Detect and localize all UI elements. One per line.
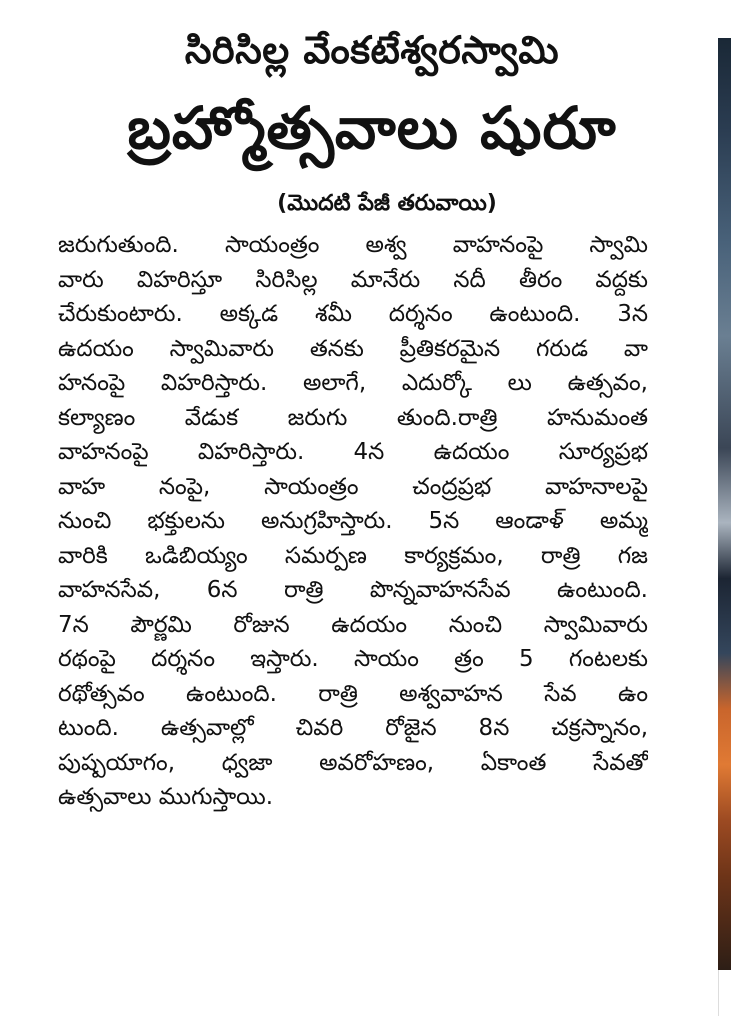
body-line: హనంపై విహరిస్తారు. అలాగే, ఎదుర్కో లు ఉత్సవం, — [58, 370, 648, 396]
adjacent-column-edge — [718, 970, 731, 1016]
article-subheadline: సిరిసిల్ల వేంకటేశ్వరస్వామి — [184, 28, 560, 72]
body-line: నుంచి భక్తులను అనుగ్రహిస్తారు. 5న ఆండాళ్ అమ్మ — [58, 508, 648, 534]
adjacent-photo-strip — [718, 38, 731, 970]
body-line: ఉదయం స్వామివారు తనకు ప్రీతికరమైన గరుడ వా — [58, 335, 648, 362]
article — [42, 20, 702, 815]
body-line: వారికి ఒడిబియ్యం సమర్పణ కార్యక్రమం, రాత్రి గజ — [58, 542, 648, 569]
body-line: రథోత్సవం ఉంటుంది. రాత్రి అశ్వవాహన సేవ ఉం — [58, 680, 648, 707]
body-line: 7న పౌర్ణమి రోజున ఉదయం నుంచి స్వామివారు — [58, 611, 648, 638]
article-headline: బ్రహ్మోత్సవాలు షురూ — [127, 94, 617, 162]
body-line: టుంది. ఉత్సవాల్లో చివరి రోజైన 8న చక్రస్నానం, — [58, 715, 648, 741]
body-line: వాహ నంపై, సాయంత్రం చంద్రప్రభ వాహనాలపై — [58, 473, 648, 500]
body-line: చేరుకుంటారు. అక్కడ శమీ దర్శనం ఉంటుంది. 3న — [58, 301, 648, 327]
continuation-note: (మొదటి పేజీ తరువాయి) — [277, 191, 497, 216]
body-line: వారు విహరిస్తూ సిరిసిల్ల మానేరు నదీ తీరం వద్దకు — [58, 266, 648, 293]
body-line: వాహనంపై విహరిస్తారు. 4న ఉదయం సూర్యప్రభ — [58, 439, 648, 465]
body-line: రథంపై దర్శనం ఇస్తారు. సాయం త్రం 5 గంటలకు — [58, 646, 648, 672]
article-body — [42, 228, 702, 815]
body-line: ఉత్సవాలు ముగుస్తాయి. — [58, 784, 274, 810]
body-line: పుష్పయాగం, ధ్వజా అవరోహణం, ఏకాంత సేవతో — [58, 749, 648, 776]
body-line: వాహనసేవ, 6న రాత్రి పొన్నవాహనసేవ ఉంటుంది. — [58, 577, 648, 603]
body-line: జరుగుతుంది. సాయంత్రం అశ్వ వాహనంపై స్వామి — [58, 232, 648, 258]
body-line: కల్యాణం వేడుక జరుగు తుంది.రాత్రి హనుమంత — [58, 404, 648, 431]
